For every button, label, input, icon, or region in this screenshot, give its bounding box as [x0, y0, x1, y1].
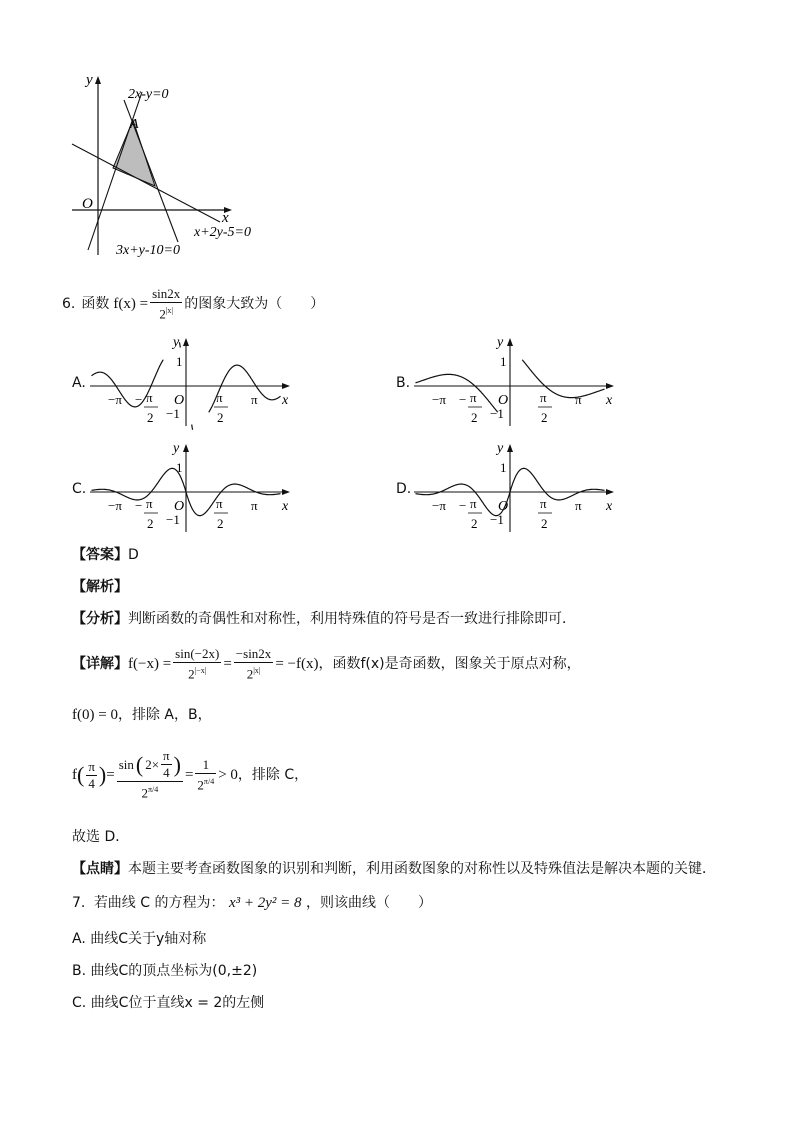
xiangjie-frac1: $\frac{\sin(-2x)}{2^{|-x|}}$ — [175, 645, 220, 682]
point-a-label: A — [130, 117, 139, 132]
q6-fx: f(x) = — [113, 296, 149, 312]
q6-prefix: 函数 — [81, 296, 110, 312]
tick-neg-half-sign: − — [459, 498, 467, 513]
tick-neg-pi: −π — [432, 392, 446, 407]
y-label: y — [173, 441, 180, 456]
y-axis-arrow — [507, 444, 513, 452]
tick-half-pi: π — [216, 390, 223, 405]
tick-half-pi: π — [540, 390, 547, 405]
q7-option-c: C. 曲线C位于直线x = 2的左侧 — [72, 995, 265, 1011]
tick-neg-half-pi: π — [470, 496, 477, 511]
option-d-letter: D. — [396, 481, 412, 497]
x-label: x — [282, 499, 289, 514]
y-axis-arrow — [95, 76, 101, 84]
tick-half-pi: π — [216, 496, 223, 511]
tick-1: 1 — [176, 354, 183, 369]
tick-pi: π — [575, 392, 582, 407]
tick-neg-pi: −π — [108, 392, 122, 407]
tick-neg-half-two: 2 — [471, 410, 478, 425]
y-axis-arrow — [183, 338, 189, 346]
tick-neg-pi: −π — [108, 498, 122, 513]
fenxi-text: 判断函数的奇偶性和对称性，利用特殊值的符号是否一致进行排除即可． — [128, 611, 576, 627]
tick-neg-half-sign: − — [135, 498, 143, 513]
tick-neg-half-pi: π — [146, 390, 153, 405]
q7-number: 7. — [72, 895, 86, 911]
line1-label: 2x-y=0 — [128, 87, 169, 102]
fpi4-eq1: = — [106, 767, 115, 783]
xiangjie-lhs: f(−x) = — [128, 656, 172, 672]
fpi4-gt: > 0 — [218, 767, 238, 783]
origin-label: O — [498, 393, 509, 408]
origin-label: O — [174, 499, 185, 514]
line3-label: 3x+y-10=0 — [116, 243, 180, 258]
dianjing-label: 【点睛】 — [72, 861, 128, 877]
tick-neg-half-two: 2 — [147, 516, 154, 531]
guxuan-line: 故选 D． — [72, 829, 130, 845]
tick-half-two: 2 — [217, 410, 224, 425]
origin-label: O — [498, 499, 509, 514]
option-b-letter: B. — [396, 375, 411, 391]
y-label: y — [497, 441, 504, 456]
tick-neg-pi: −π — [432, 498, 446, 513]
tick-1: 1 — [500, 460, 507, 475]
tick-half-two: 2 — [541, 516, 548, 531]
graph-d — [414, 441, 614, 532]
fpi4-line: f ( $\frac{\pi}{4}$ ) = sin ( 2× $\frac{\pi}{4}$ ) $2^{\pi/4}$ = $\frac{1}{2^{\pi/4}}$ > 0 ，排除 C， — [72, 748, 309, 801]
y-axis-arrow — [507, 338, 513, 346]
tick-neg-1: −1 — [166, 406, 180, 421]
fenxi-label: 【分析】 — [72, 611, 128, 627]
tick-pi: π — [251, 392, 258, 407]
y-label: y — [173, 335, 180, 350]
origin-label: O — [82, 196, 93, 212]
xiangjie-line — [72, 644, 581, 684]
q7-option-b: B. 曲线C的顶点坐标为(0,±2) — [72, 963, 258, 979]
fpi4-small-frac: $\frac{1}{2^{\pi/4}}$ — [197, 756, 215, 793]
origin-label: O — [174, 393, 185, 408]
q6-stem — [62, 286, 324, 322]
fpi4-text: ，排除 C， — [237, 767, 309, 783]
graph-b — [414, 335, 614, 426]
dianjing-text: 本题主要考查函数图象的识别和判断，利用函数图象的对称性以及特殊值法是解决本题的关键． — [128, 861, 716, 877]
x-label: x — [282, 393, 289, 408]
tick-neg-half-pi: π — [146, 496, 153, 511]
f0-text: ，排除 A，B， — [117, 707, 212, 723]
answer-value: D — [128, 547, 139, 563]
f0-expr: f(0) = 0 — [72, 707, 118, 723]
analysis-heading: 【解析】 — [72, 579, 128, 595]
q6-fraction: $\frac{\sin 2x}{2^{|x|}}$ — [152, 285, 181, 322]
q6-number: 6. — [62, 296, 76, 312]
option-a-letter: A. — [72, 375, 86, 391]
x-axis-arrow — [282, 489, 290, 495]
tick-half-two: 2 — [541, 410, 548, 425]
tick-neg-half-two: 2 — [471, 516, 478, 531]
tick-1: 1 — [176, 460, 183, 475]
tick-neg-half-sign: − — [459, 392, 467, 407]
q7-suffix: ，则该曲线（ ） — [305, 895, 432, 911]
xiangjie-eq: = — [223, 656, 232, 672]
y-label: y — [497, 335, 504, 350]
graph-a — [90, 335, 290, 430]
q7-option-a: A. 曲线C关于y轴对称 — [72, 931, 207, 947]
xiangjie-label: 【详解】 — [72, 656, 128, 672]
xiangjie-comment: ，函数f(x)是奇函数，图象关于原点对称， — [318, 656, 581, 672]
fpi4-arg: $\frac{\pi}{4}$ — [88, 758, 95, 791]
tick-half-pi: π — [540, 496, 547, 511]
q7-stem — [72, 894, 432, 912]
fpi4-big-frac: sin ( 2× $\frac{\pi}{4}$ ) $2^{\pi/4}$ — [118, 748, 181, 801]
x-label: x — [606, 393, 613, 408]
q7-prefix: 若曲线 C 的方程为： — [93, 895, 225, 911]
tick-neg-half-pi: π — [470, 390, 477, 405]
axis-x-label: x — [222, 210, 229, 226]
tick-pi: π — [575, 498, 582, 513]
tick-half-two: 2 — [217, 516, 224, 531]
fpi4-eq2: = — [184, 767, 194, 783]
tick-neg-1: −1 — [490, 512, 504, 527]
axis-y-label: y — [86, 72, 93, 88]
tick-1: 1 — [500, 354, 507, 369]
dianjing-line — [72, 860, 716, 878]
graph-c — [90, 441, 290, 532]
y-axis-arrow — [183, 444, 189, 452]
answer-label: 【答案】 — [72, 547, 128, 563]
tick-neg-half-sign: − — [135, 392, 143, 407]
q7-equation: x³ + 2y² = 8 — [228, 895, 302, 911]
fpi4-f: f — [72, 767, 77, 783]
x-axis-arrow — [606, 383, 614, 389]
feasible-region-figure — [60, 70, 280, 260]
x-label: x — [606, 499, 613, 514]
xiangjie-rhs: = −f(x) — [275, 656, 319, 672]
option-c-letter: C. — [72, 481, 87, 497]
f0-line — [72, 706, 212, 724]
option-graphs — [0, 330, 794, 540]
q6-suffix: 的图象大致为（ ） — [184, 296, 325, 312]
tick-pi: π — [251, 498, 258, 513]
tick-neg-1: −1 — [490, 406, 504, 421]
tick-neg-half-two: 2 — [147, 410, 154, 425]
x-axis-arrow — [282, 383, 290, 389]
line2-label: x+2y-5=0 — [194, 225, 251, 240]
tick-neg-1: −1 — [166, 512, 180, 527]
answer-line — [72, 546, 139, 564]
xiangjie-frac2: $\frac{-\sin 2x}{2^{|x|}}$ — [235, 645, 272, 682]
x-axis-arrow — [606, 489, 614, 495]
fenxi-line — [72, 610, 576, 628]
